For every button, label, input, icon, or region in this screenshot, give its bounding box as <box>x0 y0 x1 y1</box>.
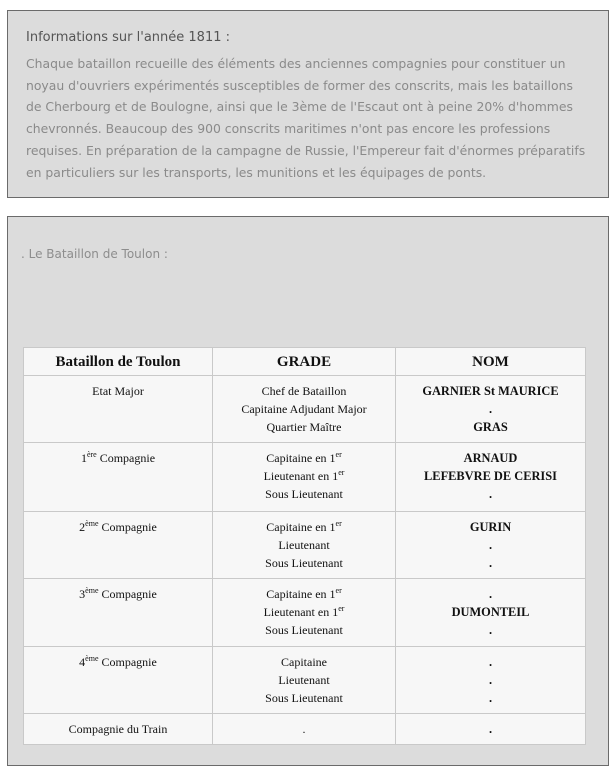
nom-line: LEFEBVRE DE CERISI <box>424 469 557 483</box>
bataillon-label: . Le Bataillon de Toulon : <box>21 247 168 261</box>
nom-line: GRAS <box>473 420 508 434</box>
info-body: Chaque bataillon recueille des éléments des anciennes compagnies pour constituer un noyau d'ouvriers expérimentés susceptibles de former des conscrits, mais les bataillons de Cherbourg et de Boulogne, ainsi que le 3ème de l'Escaut ont à peine 20% d'hommes chevronnés. Beaucoup des 900 conscrits maritimes n'ont pas encore les professions requises. En préparation de la campagne de Russie, l'Empereur fait d'énormes préparatifs en particuliers sur les transports, les munitions et les équipages de ponts. <box>26 56 586 180</box>
grade-text: Capitaine en 1 <box>266 451 336 465</box>
unit-ordinal-suffix: ème <box>85 586 99 595</box>
grade-line <box>213 689 395 707</box>
grade-line <box>213 554 395 572</box>
grade-text: Quartier Maître <box>266 420 342 434</box>
grade-line <box>213 382 395 400</box>
nom-cell <box>396 512 586 579</box>
grade-line <box>213 400 395 418</box>
info-title: Informations sur l'année 1811 : <box>26 30 231 45</box>
grade-ordinal-suffix: er <box>335 450 342 459</box>
grade-text: Capitaine en 1 <box>266 587 336 601</box>
nom-line: . <box>488 556 493 570</box>
unit-cell <box>24 579 213 647</box>
unit-ordinal-suffix: ère <box>86 450 97 459</box>
grade-text: Lieutenant <box>278 538 330 552</box>
nom-line: . <box>488 402 493 416</box>
nom-cell <box>396 714 586 745</box>
grade-cell <box>213 512 396 579</box>
grade-line <box>213 671 395 689</box>
grade-text: Lieutenant <box>278 673 330 687</box>
grade-line <box>213 418 395 436</box>
bataillon-table <box>23 347 586 745</box>
nom-cell <box>396 376 586 443</box>
unit-label-rest: Compagnie <box>98 520 157 534</box>
grade-text: Sous Lieutenant <box>265 487 343 501</box>
unit-label: 4 <box>79 655 86 669</box>
header-grade: GRADE <box>213 348 396 376</box>
nom-line: . <box>488 623 493 637</box>
grade-text: Sous Lieutenant <box>265 556 343 570</box>
bataillon-panel <box>7 216 609 766</box>
nom-cell <box>396 443 586 512</box>
unit-cell <box>24 714 213 745</box>
grade-text: Capitaine <box>281 655 327 669</box>
table-row <box>24 714 586 745</box>
unit-cell <box>24 376 213 443</box>
unit-label-rest: Compagnie <box>96 451 156 465</box>
nom-line: ARNAUD <box>463 451 518 465</box>
grade-ordinal-suffix: er <box>335 519 342 528</box>
table-row <box>24 647 586 714</box>
unit-label-rest: Compagnie <box>98 655 157 669</box>
unit-cell <box>24 512 213 579</box>
grade-text: Capitaine Adjudant Major <box>241 402 367 416</box>
unit-label: 3 <box>79 587 86 601</box>
unit-label: 2 <box>79 520 86 534</box>
nom-line: DUMONTEIL <box>451 605 530 619</box>
nom-line: . <box>488 538 493 552</box>
nom-cell <box>396 647 586 714</box>
grade-line <box>213 518 395 536</box>
grade-line <box>213 720 395 738</box>
grade-text: . <box>302 722 306 736</box>
grade-text: Chef de Bataillon <box>261 384 347 398</box>
unit-label: Etat Major <box>92 384 144 398</box>
grade-text: Lieutenant en 1 <box>263 605 339 619</box>
grade-line <box>213 585 395 603</box>
nom-line: . <box>488 655 493 669</box>
nom-cell <box>396 579 586 647</box>
unit-label: 1 <box>80 451 87 465</box>
table-row <box>24 376 586 443</box>
grade-text: Sous Lieutenant <box>265 691 343 705</box>
info-panel <box>7 10 609 198</box>
grade-cell <box>213 714 396 745</box>
grade-line <box>213 449 395 467</box>
grade-ordinal-suffix: er <box>335 586 342 595</box>
nom-line: GURIN <box>469 520 512 534</box>
unit-cell <box>24 443 213 512</box>
table-row <box>24 443 586 512</box>
grade-line <box>213 536 395 554</box>
table-header-row <box>24 348 586 376</box>
table-row <box>24 579 586 647</box>
unit-ordinal-suffix: ème <box>85 654 99 663</box>
unit-cell <box>24 647 213 714</box>
nom-line: . <box>488 722 493 736</box>
unit-label: Compagnie du Train <box>68 722 168 736</box>
grade-ordinal-suffix: er <box>338 604 345 613</box>
nom-line: . <box>488 691 493 705</box>
unit-ordinal-suffix: ème <box>85 519 99 528</box>
nom-line: . <box>488 673 493 687</box>
header-bataillon: Bataillon de Toulon <box>24 348 213 376</box>
grade-text: Lieutenant en 1 <box>263 469 339 483</box>
header-nom: NOM <box>396 348 586 376</box>
grade-ordinal-suffix: er <box>338 468 345 477</box>
grade-cell <box>213 579 396 647</box>
grade-line <box>213 467 395 485</box>
nom-line: . <box>488 487 493 501</box>
grade-cell <box>213 647 396 714</box>
grade-cell <box>213 376 396 443</box>
grade-text: Sous Lieutenant <box>265 623 343 637</box>
unit-label-rest: Compagnie <box>98 587 157 601</box>
grade-line <box>213 653 395 671</box>
grade-line <box>213 603 395 621</box>
grade-text: Capitaine en 1 <box>266 520 336 534</box>
nom-line: GARNIER St MAURICE <box>422 384 559 398</box>
grade-line <box>213 485 395 503</box>
nom-line: . <box>488 587 493 601</box>
grade-cell <box>213 443 396 512</box>
table-row <box>24 512 586 579</box>
grade-line <box>213 621 395 639</box>
